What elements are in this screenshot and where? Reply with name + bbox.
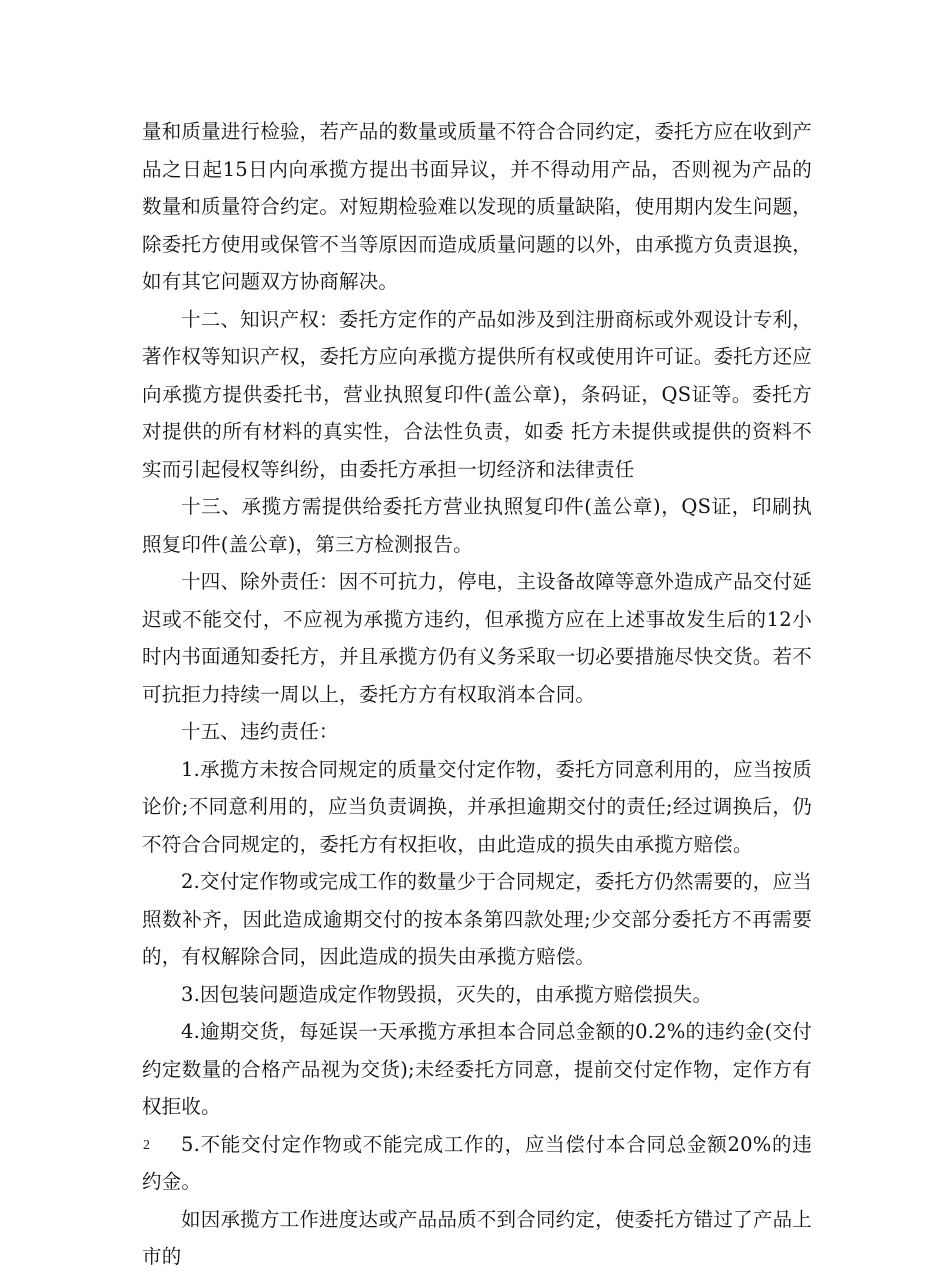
document-body: [142, 113, 812, 1276]
paragraph-section-12-intellectual-property: 十二、知识产权：委托方定作的产品如涉及到注册商标或外观设计专利，著作权等知识产权，委托方应向承揽方提供所有权或使用许可证。委托方还应向承揽方提供委托书，营业执照复印件(盖公章)，条码证，QS证等。委托方对提供的所有材料的真实性，合法性负责，如委 托方未提供或提供的资料不实而引起侵权等纠纷，由委托方承担一切经济和法律责任: [142, 307, 812, 481]
paragraph-liability-item-1: 1.承揽方未按合同规定的质量交付定作物，委托方同意利用的，应当按质论价;不同意利用的，应当负责调换，并承担逾期交付的责任;经过调换后，仍不符合合同规定的，委托方有权拒收，由此造成的损失由承揽方赔偿。: [142, 757, 812, 856]
paragraph-quality-inspection: 量和质量进行检验，若产品的数量或质量不符合合同约定，委托方应在收到产品之日起15日内向承揽方提出书面异议，并不得动用产品，否则视为产品的数量和质量符合约定。对短期检验难以发现的质量缺陷，使用期内发生问题，除委托方使用或保管不当等原因而造成质量问题的以外，由承揽方负责退换，如有其它问题双方协商解决。: [142, 120, 812, 293]
paragraph-section-13-documents: 十三、承揽方需提供给委托方营业执照复印件(盖公章)，QS证，印刷执照复印件(盖公章)，第三方检测报告。: [142, 495, 812, 556]
paragraph-liability-item-2: 2.交付定作物或完成工作的数量少于合同规定，委托方仍然需要的，应当照数补齐，因此造成逾期交付的按本条第四款处理;少交部分委托方不再需要的，有权解除合同，因此造成的损失由承揽方赔偿。: [142, 870, 812, 968]
paragraph-liability-item-5: 5.不能交付定作物或不能完成工作的，应当偿付本合同总金额20%的违约金。: [142, 1132, 812, 1193]
paragraph-liability-item-3: 3.因包装问题造成定作物毁损，灭失的，由承揽方赔偿损失。: [181, 982, 713, 1006]
paragraph-final-clause: 如因承揽方工作进度达或产品品质不到合同约定，使委托方错过了产品上市的: [142, 1207, 812, 1268]
paragraph-section-15-heading: 十五、违约责任：: [181, 720, 339, 743]
paragraph-liability-item-4: 4.逾期交货，每延误一天承揽方承担本合同总金额的0.2%的违约金(交付约定数量的合格产品视为交货);未经委托方同意，提前交付定作物，定作方有权拒收。: [142, 1020, 812, 1118]
paragraph-section-14-exemptions: 十四、除外责任：因不可抗力，停电，主设备故障等意外造成产品交付延迟或不能交付，不应视为承揽方违约，但承揽方应在上述事故发生后的12小时内书面通知委托方，并且承揽方仍有义务采取一切必要措施尽快交货。若不可抗拒力持续一周以上，委托方方有权取消本合同。: [142, 570, 812, 706]
page-number: 2: [143, 1138, 150, 1153]
